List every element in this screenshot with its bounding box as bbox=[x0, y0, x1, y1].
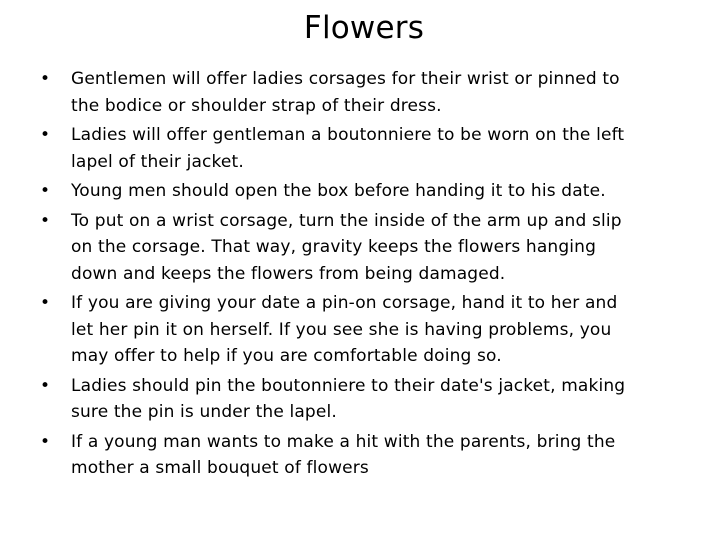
bullet-item bbox=[0, 429, 728, 482]
bullet-icon: • bbox=[40, 125, 51, 145]
bullet-text: Gentlemen will offer ladies corsages for their wrist or pinned to the bodice or shoulder strap of their dress. bbox=[71, 69, 620, 116]
bullet-icon: • bbox=[40, 431, 51, 452]
bullet-item bbox=[0, 290, 728, 370]
bullet-text: If a young man wants to make a hit with the parents, bring the mother a small bouquet of flowers bbox=[71, 431, 616, 478]
bullet-item bbox=[0, 122, 728, 175]
bullet-list bbox=[0, 66, 728, 485]
bullet-icon: • bbox=[40, 181, 51, 201]
bullet-text: If you are giving your date a pin-on corsage, hand it to her and let her pin it on herself. If you see she is having problems, you may offer to help if you are comfortable doing so. bbox=[71, 293, 618, 366]
bullet-item bbox=[0, 208, 728, 288]
bullet-icon: • bbox=[40, 293, 51, 313]
slide-title: Flowers bbox=[303, 10, 425, 46]
bullet-text: To put on a wrist corsage, turn the inside of the arm up and slip on the corsage. That way, gravity keeps the flowers hanging down and keeps the flowers from being damaged. bbox=[71, 210, 622, 284]
bullet-text: Ladies should pin the boutonniere to their date's jacket, making sure the pin is under the lapel. bbox=[71, 375, 626, 422]
bullet-icon: • bbox=[40, 375, 51, 396]
bullet-icon: • bbox=[40, 69, 51, 89]
bullet-item bbox=[0, 373, 728, 426]
bullet-text: Ladies will offer gentleman a boutonniere to be worn on the left lapel of their jacket. bbox=[71, 125, 625, 172]
bullet-item bbox=[0, 66, 728, 119]
bullet-item bbox=[0, 178, 728, 205]
bullet-text: Young men should open the box before handing it to his date. bbox=[71, 181, 606, 201]
bullet-icon: • bbox=[40, 210, 51, 231]
